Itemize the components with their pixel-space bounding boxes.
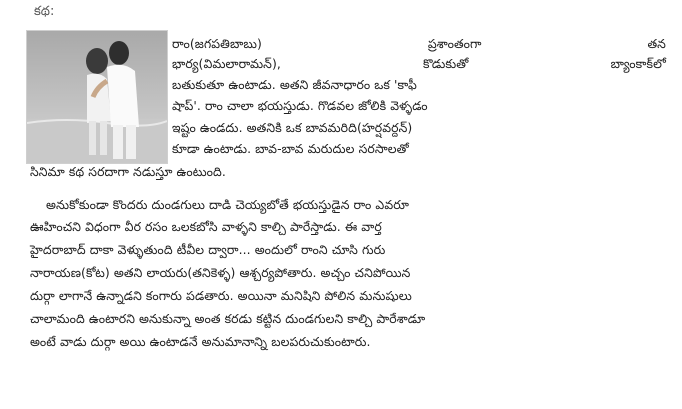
text-line: షాప్'. రాం చాలా భయస్తుడు. గొడవల జోలికి వెళ్ళడం (172, 98, 428, 113)
text-word: కొడుకుతో (423, 56, 469, 71)
text-word: రాం(జగపతిబాబు) (172, 36, 262, 51)
text-line: దుర్గా లాగానే ఉన్నాడని కంగారు పడతారు. అయినా మనిషిని పోలిన మనుషులు (30, 288, 412, 303)
text-line: బతుకుతూ ఉంటాడు. అతని జీవనాధారం ఒక 'కాఫీ (172, 77, 417, 92)
text-line: ఊహించని విధంగా వీర రసం ఒలకబోసి వాళ్ళని కాల్చి పారేస్తాడు. ఈ వార్త (30, 219, 382, 234)
text-word: బ్యాంకాక్‌లో (610, 56, 666, 71)
text-word: భార్య(విమలారామన్), (172, 56, 281, 71)
text-line: చాలామంది ఉంటారని అనుకున్నా అంత కరడు కట్టిన దుండగులని కాల్చి పారేశాడూ (30, 311, 426, 326)
text-line: అనుకోకుండా కొందరు దుండగులు దాడి చెయ్యబోతే భయస్తుడైన రాం ఎవరూ (46, 197, 409, 212)
text-word: తన (647, 36, 666, 51)
text-line: హైదరాబాద్ దాకా వెళ్ళుతుంది టీవీల ద్వారా... అందులో రాంని చూసి గురు (30, 242, 386, 257)
text-line: సినిమా కథ సరదాగా నడుస్తూ ఉంటుంది. (30, 164, 226, 179)
text-line: ఇష్టం ఉండదు. అతనికి ఒక బావమరిది(హర్షవర్దన్) (172, 120, 413, 135)
text-word: ప్రశాంతంగా (427, 36, 482, 51)
text-line (172, 36, 666, 52)
text-line: అంటే వాడు దుర్గా అయి ఉంటాడనే అనుమానాన్ని బలపరుచుకుంటారు. (30, 334, 371, 349)
text-line (172, 56, 666, 72)
section-heading: కథ: (34, 4, 55, 19)
couple-photo (26, 30, 168, 164)
text-line: కూడా ఉంటాడు. బావ-బావ మరుదుల సరసాలతో (172, 141, 409, 156)
text-line: నారాయణ(కోట) అతని లాయరు(తనికెళ్ళ) ఆశ్చర్యపోతారు. అచ్చం చనిపోయిన (30, 265, 411, 280)
